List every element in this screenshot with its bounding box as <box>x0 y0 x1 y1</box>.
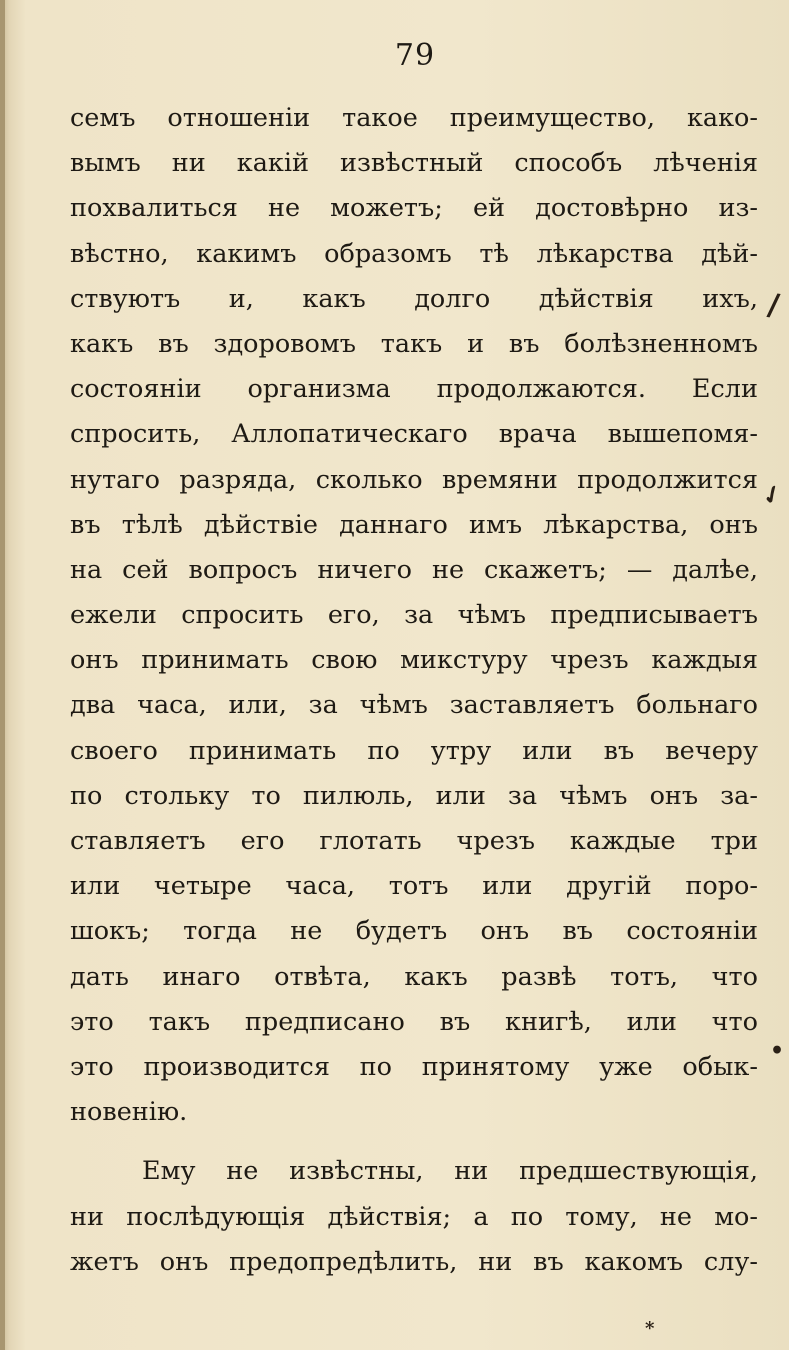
footer-star-mark: * <box>645 1318 655 1339</box>
text-line: ствуютъ и, какъ долго дѣйствiя ихъ, <box>70 283 758 314</box>
text-line: это производится по принятому уже обык- <box>70 1051 758 1082</box>
body-text <box>70 96 758 1285</box>
text-line: вымъ ни какiй извѣстный способъ лѣченiя <box>70 148 758 179</box>
text-line: ставляетъ его глотать чрезъ каждые три <box>70 826 758 856</box>
text-line: спросить, Аллопатическаго врача вышепомя- <box>70 419 758 450</box>
text-line: это такъ предписано въ книгѣ, или что <box>70 1006 758 1037</box>
text-line: новенiю. <box>70 1097 188 1128</box>
margin-mark-tick: ✓ <box>756 477 788 512</box>
margin-mark-slash: / <box>765 287 782 324</box>
text-line: на сей вопросъ ничего не скажетъ; — далѣе, <box>70 554 758 585</box>
text-line: семъ отношенiи такое преимущество, како- <box>70 103 758 133</box>
page-binding-edge <box>0 0 5 1350</box>
text-line: какъ въ здоровомъ такъ и въ болѣзненномъ <box>70 328 758 359</box>
text-line: два часа, или, за чѣмъ заставляетъ больнаго <box>70 690 758 721</box>
text-line: своего принимать по утру или въ вечеру <box>70 735 758 766</box>
text-line: онъ принимать свою микстуру чрезъ каждыя <box>70 645 758 676</box>
text-line: или четыре часа, тотъ или другiй поро- <box>70 871 758 902</box>
text-line: нутаго разряда, сколько времяни продолжится <box>70 464 758 495</box>
text-line: состоянiи организма продолжаются. Если <box>70 374 758 405</box>
page-number: 79 <box>394 38 436 73</box>
text-line: вѣстно, какимъ образомъ тѣ лѣкарства дѣй- <box>70 238 758 269</box>
text-line: похвалиться не можетъ; ей достовѣрно из- <box>70 193 758 224</box>
text-line: жетъ онъ предопредѣлить, ни въ какомъ слу- <box>70 1246 758 1277</box>
text-line: по стольку то пилюль, или за чѣмъ онъ за- <box>70 780 758 811</box>
text-line: дать инаго отвѣта, какъ развѣ тотъ, что <box>70 961 758 992</box>
paragraph-gap <box>70 1135 758 1149</box>
margin-mark-dot: • <box>770 1038 785 1064</box>
text-line: ни послѣдующiя дѣйствiя; а по тому, не мо- <box>70 1201 758 1232</box>
text-line: Ему не извѣстны, ни предшествующiя, <box>142 1156 758 1187</box>
text-line: ежели спросить его, за чѣмъ предписываетъ <box>70 600 758 631</box>
text-line: въ тѣлѣ дѣйствiе даннаго имъ лѣкарства, онъ <box>70 509 758 540</box>
text-line: шокъ; тогда не будетъ онъ въ состоянiи <box>70 916 758 947</box>
